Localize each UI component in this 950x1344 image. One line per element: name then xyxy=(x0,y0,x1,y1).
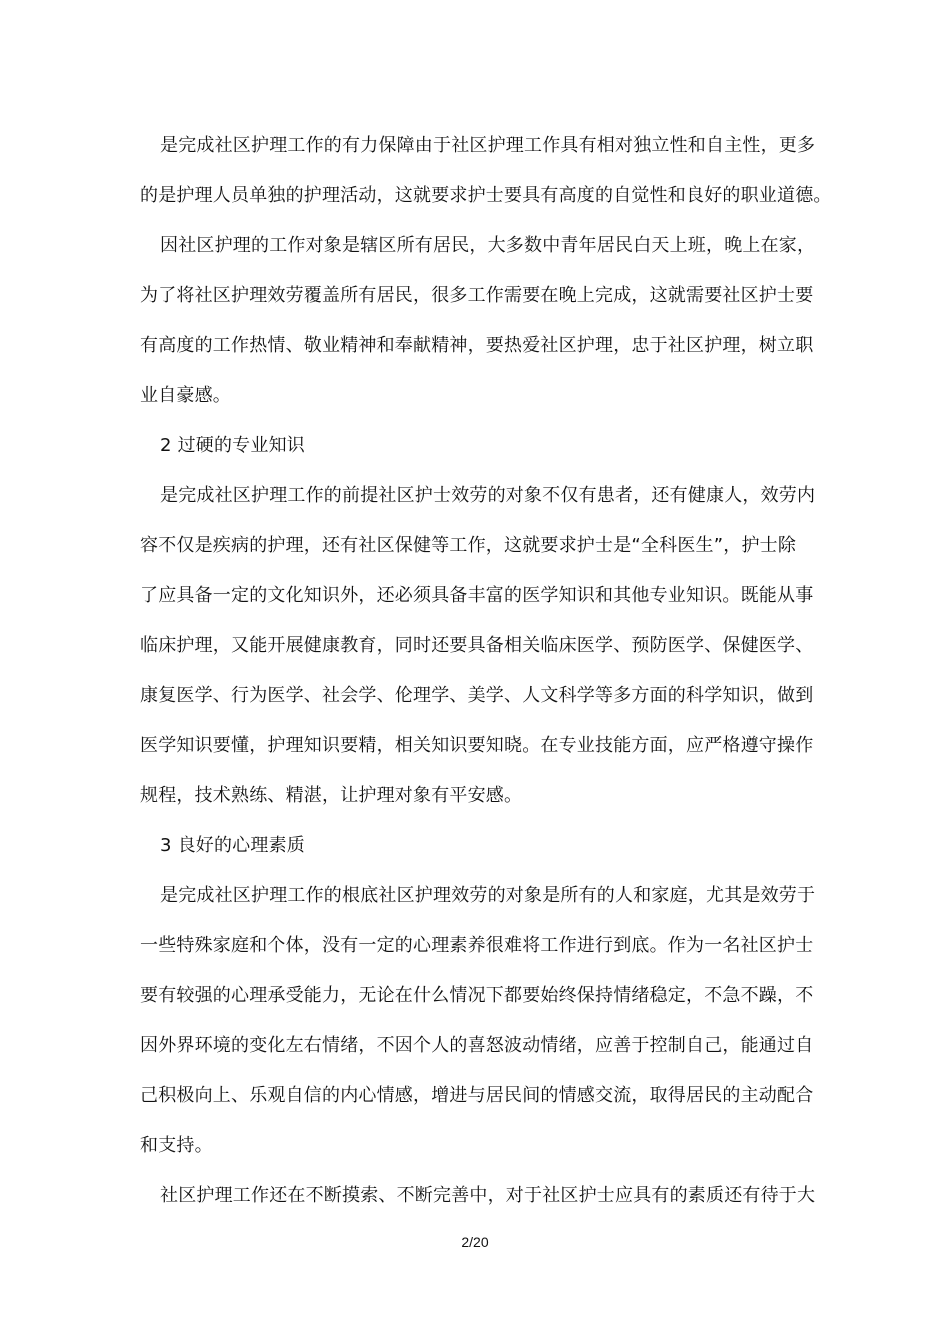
text-line: 和支持。 xyxy=(140,1135,213,1156)
text-line: 规程，技术熟练、精湛，让护理对象有平安感。 xyxy=(140,785,523,806)
text-line: 的是护理人员单独的护理活动，这就要求护士要具有高度的自觉性和良好的职业道德。 xyxy=(140,185,832,206)
text-line: 业自豪感。 xyxy=(140,385,231,406)
text-line: 康复医学、行为医学、社会学、伦理学、美学、人文科学等多方面的科学知识，做到 xyxy=(140,685,814,706)
text-line: 己积极向上、乐观自信的内心情感，增进与居民间的情感交流，取得居民的主动配合 xyxy=(140,1085,814,1106)
text-line: 是完成社区护理工作的前提社区护士效劳的对象不仅有患者，还有健康人，效劳内 xyxy=(160,485,816,506)
page-number: 2/20 xyxy=(461,1234,489,1250)
text-line: 医学知识要懂，护理知识要精，相关知识要知晓。在专业技能方面，应严格遵守操作 xyxy=(140,735,814,756)
text-line: 容不仅是疾病的护理，还有社区保健等工作，这就要求护士是“全科医生”，护士除 xyxy=(140,535,797,556)
document-body xyxy=(140,128,832,1228)
text-line: 有高度的工作热情、敬业精神和奉献精神，要热爱社区护理，忠于社区护理，树立职 xyxy=(140,335,814,356)
text-line: 一些特殊家庭和个体，没有一定的心理素养很难将工作进行到底。作为一名社区护士 xyxy=(140,935,814,956)
text-line: 为了将社区护理效劳覆盖所有居民，很多工作需要在晚上完成，这就需要社区护士要 xyxy=(140,285,814,306)
text-line: 因外界环境的变化左右情绪，不因个人的喜怒波动情绪，应善于控制自己，能通过自 xyxy=(140,1035,814,1056)
text-line: 要有较强的心理承受能力，无论在什么情况下都要始终保持情绪稳定，不急不躁，不 xyxy=(140,985,814,1006)
text-line: 临床护理，又能开展健康教育，同时还要具备相关临床医学、预防医学、保健医学、 xyxy=(140,635,814,656)
text-line: 是完成社区护理工作的根底社区护理效劳的对象是所有的人和家庭，尤其是效劳于 xyxy=(160,885,816,906)
section-heading: 2 过硬的专业知识 xyxy=(160,435,305,456)
text-line: 了应具备一定的文化知识外，还必须具备丰富的医学知识和其他专业知识。既能从事 xyxy=(140,585,814,606)
section-heading: 3 良好的心理素质 xyxy=(160,835,305,856)
text-line: 是完成社区护理工作的有力保障由于社区护理工作具有相对独立性和自主性，更多 xyxy=(160,135,816,156)
text-line: 因社区护理的工作对象是辖区所有居民，大多数中青年居民白天上班，晚上在家， xyxy=(160,235,816,256)
text-line: 社区护理工作还在不断摸索、不断完善中，对于社区护士应具有的素质还有待于大 xyxy=(160,1185,816,1206)
